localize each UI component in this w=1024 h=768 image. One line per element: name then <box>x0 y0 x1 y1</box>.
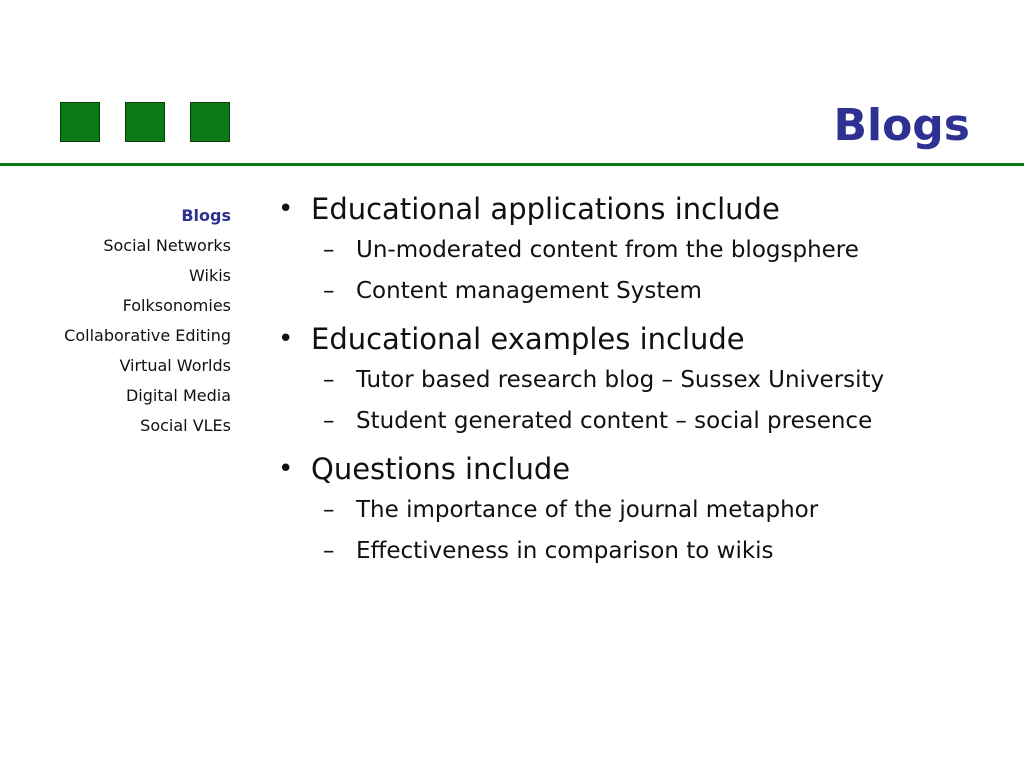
sub-bullet-item <box>278 490 998 531</box>
sidenav-item-social-networks[interactable]: Social Networks <box>103 236 231 255</box>
sub-bullet-item <box>278 531 998 572</box>
slide-title: Blogs <box>833 100 970 151</box>
sub-bullet-list <box>278 490 998 572</box>
title-divider <box>0 163 1024 166</box>
sidenav-item-blogs[interactable]: Blogs <box>181 206 231 225</box>
sidenav-item-folksonomies[interactable]: Folksonomies <box>122 296 231 315</box>
slide-content <box>278 188 998 578</box>
sub-bullet-text: Un-moderated content from the blogsphere <box>356 237 859 263</box>
sidenav-item-digital-media[interactable]: Digital Media <box>125 386 231 405</box>
decorative-square <box>60 102 100 142</box>
sub-bullet-glyph: – <box>323 278 335 304</box>
section-nav <box>0 201 231 441</box>
sub-bullet-glyph: – <box>323 408 335 434</box>
sub-bullet-text: Tutor based research blog – Sussex University <box>356 367 885 393</box>
sidenav-item-virtual-worlds[interactable]: Virtual Worlds <box>119 356 231 375</box>
sidenav-item-social-vles[interactable]: Social VLEs <box>140 416 231 435</box>
sub-bullet-item <box>278 230 998 271</box>
sub-bullet-glyph: – <box>323 497 335 523</box>
bullet-item <box>278 188 998 230</box>
sub-bullet-text: Effectiveness in comparison to wikis <box>356 538 774 564</box>
sub-bullet-glyph: – <box>323 367 335 393</box>
sub-bullet-text: Content management System <box>356 278 702 304</box>
bullet-glyph: • <box>278 194 294 224</box>
sub-bullet-glyph: – <box>323 538 335 564</box>
sub-bullet-list <box>278 360 998 442</box>
sub-bullet-item <box>278 401 998 442</box>
sub-bullet-glyph: – <box>323 237 335 263</box>
sub-bullet-text: The importance of the journal metaphor <box>356 497 819 523</box>
decorative-square <box>125 102 165 142</box>
decorative-square <box>190 102 230 142</box>
bullet-item <box>278 318 998 360</box>
sidenav-item-collaborative-editing[interactable]: Collaborative Editing <box>64 326 231 345</box>
bullet-item <box>278 448 998 490</box>
bullet-glyph: • <box>278 454 294 484</box>
sidenav-item-wikis[interactable]: Wikis <box>189 266 231 285</box>
sub-bullet-list <box>278 230 998 312</box>
sub-bullet-item <box>278 360 998 401</box>
bullet-glyph: • <box>278 324 294 354</box>
bullet-text: Educational examples include <box>311 322 745 356</box>
bullet-text: Questions include <box>311 452 571 486</box>
sub-bullet-text: Student generated content – social presence <box>356 408 873 434</box>
bullet-text: Educational applications include <box>311 192 780 226</box>
sub-bullet-item <box>278 271 998 312</box>
